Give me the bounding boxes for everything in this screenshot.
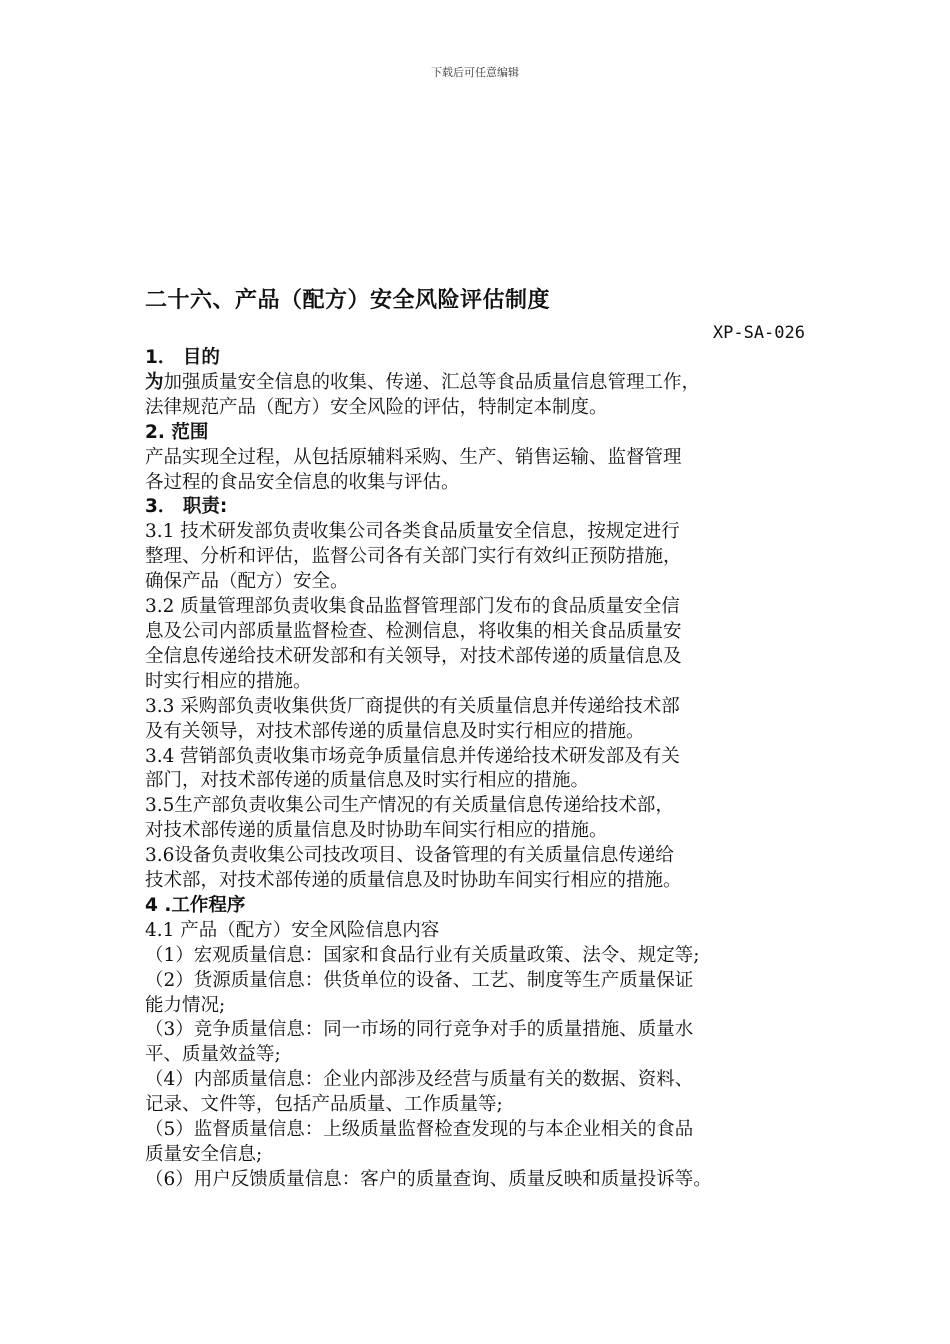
section-4-line: （6）用户反馈质量信息：客户的质量查询、质量反映和质量投诉等。 <box>145 1168 712 1190</box>
section-2-line: 各过程的食品安全信息的收集与评估。 <box>145 471 460 493</box>
section-4-line: 记录、文件等，包括产品质量、工作质量等; <box>145 1094 503 1116</box>
section-4-heading: 4 .工作程序 <box>145 894 246 916</box>
section-4-line: 4.1 产品（配方）安全风险信息内容 <box>145 919 440 941</box>
section-3-line: 3.5生产部负责收集公司生产情况的有关质量信息传递给技术部， <box>145 795 674 817</box>
section-1-line <box>145 371 810 396</box>
section-3-heading: 3． 职责: <box>145 496 228 518</box>
section-1-line: 法律规范产品（配方）安全风险的评估，特制定本制度。 <box>145 396 608 418</box>
document-body <box>145 346 810 1193</box>
section-3-line: 3.4 营销部负责收集市场竞争质量信息并传递给技术研发部及有关 <box>145 745 680 767</box>
section-4-line: 能力情况; <box>145 994 226 1016</box>
section-3-line: 3.1 技术研发部负责收集公司各类食品质量安全信息，按规定进行 <box>145 521 680 543</box>
section-3-line: 3.6设备负责收集公司技改项目、设备管理的有关质量信息传递给 <box>145 845 674 867</box>
section-3-line: 确保产品（配方）安全。 <box>145 571 349 593</box>
section-3-line: 全信息传递给技术研发部和有关领导，对技术部传递的质量信息及 <box>145 645 682 667</box>
section-3-line: 技术部，对技术部传递的质量信息及时协助车间实行相应的措施。 <box>145 870 682 892</box>
section-1-heading: 1． 目的 <box>145 347 220 368</box>
section-2-heading: 2. 范围 <box>145 421 209 443</box>
section-4-line: 平、质量效益等; <box>145 1044 281 1066</box>
section-2-line: 产品实现全过程，从包括原辅料采购、生产、销售运输、监督管理 <box>145 446 682 468</box>
section-3-line: 时实行相应的措施。 <box>145 670 312 692</box>
document-title: 二十六、产品（配方）安全风险评估制度 <box>145 288 551 313</box>
section-1-lead: 为 <box>145 371 164 393</box>
section-3-line: 3.3 采购部负责收集供货厂商提供的有关质量信息并传递给技术部 <box>145 695 680 717</box>
section-3-line: 部门，对技术部传递的质量信息及时实行相应的措施。 <box>145 770 590 792</box>
document-code: XP-SA-026 <box>712 323 805 343</box>
section-3-line: 整理、分析和评估，监督公司各有关部门实行有效纠正预防措施， <box>145 546 682 568</box>
section-4-line: （3）竞争质量信息：同一市场的同行竞争对手的质量措施、质量水 <box>145 1019 694 1041</box>
section-4-line: 质量安全信息; <box>145 1144 263 1165</box>
section-4-line: （4）内部质量信息：企业内部涉及经营与质量有关的数据、资料、 <box>145 1069 694 1091</box>
section-3-line: 对技术部传递的质量信息及时协助车间实行相应的措施。 <box>145 820 608 842</box>
section-4-line: （1）宏观质量信息：国家和食品行业有关质量政策、法令、规定等; <box>145 944 700 966</box>
section-3-line: 息及公司内部质量监督检查、检测信息，将收集的相关食品质量安 <box>145 620 682 642</box>
section-3-line: 及有关领导，对技术部传递的质量信息及时实行相应的措施。 <box>145 720 645 742</box>
section-1-text: 加强质量安全信息的收集、传递、汇总等食品质量信息管理工作， <box>163 371 701 393</box>
section-4-line: （5）监督质量信息：上级质量监督检查发现的与本企业相关的食品 <box>145 1119 694 1141</box>
page-header-note: 下载后可任意编辑 <box>431 66 519 79</box>
section-4-line: （2）货源质量信息：供货单位的设备、工艺、制度等生产质量保证 <box>145 969 694 991</box>
section-3-line: 3.2 质量管理部负责收集食品监督管理部门发布的食品质量安全信 <box>145 596 680 618</box>
